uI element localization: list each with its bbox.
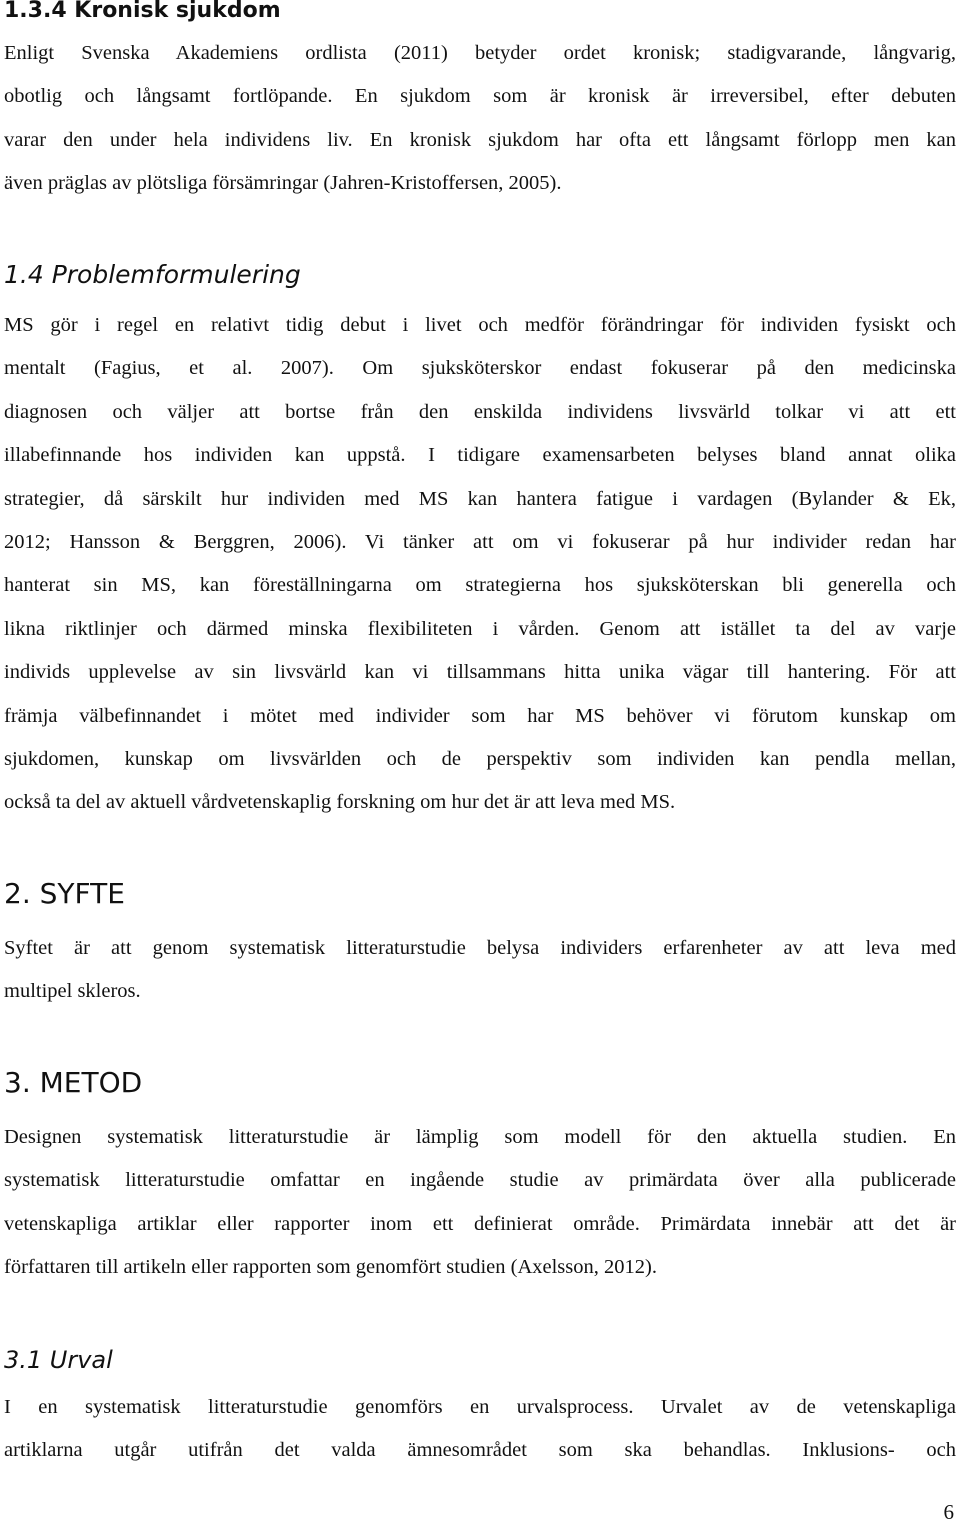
text-line: artiklarna utgår utifrån det valda ämnesområdet som ska behandlas. Inklusions- och [4, 1439, 956, 1462]
heading-problemformulering: 1.4 Problemformulering [4, 260, 301, 289]
text-line: obotlig och långsamt fortlöpande. En sjukdom som är kronisk är irreversibel, efter debuten [4, 85, 956, 108]
heading-urval: 3.1 Urval [4, 1346, 113, 1374]
text-line: Syftet är att genom systematisk litteraturstudie belysa individers erfarenheter av att leva med [4, 937, 956, 959]
text-line: Enligt Svenska Akademiens ordlista (2011) betyder ordet kronisk; stadigvarande, långvarig, [4, 42, 956, 64]
text-line: systematisk litteraturstudie omfattar en ingående studie av primärdata över alla publicerade [4, 1169, 956, 1192]
text-line: även präglas av plötsliga försämringar (Jahren-Kristoffersen, 2005). [4, 172, 562, 195]
paragraph-problemformulering [4, 304, 956, 825]
text-line: varar den under hela individens liv. En kronisk sjukdom har ofta ett långsamt förlopp men kan [4, 128, 956, 151]
text-line: författaren till artikeln eller rapporten som genomfört studien (Axelsson, 2012). [4, 1256, 657, 1279]
paragraph-kronisk-sjukdom [4, 32, 956, 206]
text-line: sjukdomen, kunskap om livsvärlden och de perspektiv som individen kan pendla mellan, [4, 747, 956, 770]
text-line: illabefinnande hos individen kan uppstå. I tidigare examensarbeten belyses bland annat olika [4, 444, 956, 467]
paragraph-urval [4, 1386, 956, 1473]
heading-kronisk-sjukdom: 1.3.4 Kronisk sjukdom [4, 0, 281, 23]
text-line: också ta del av aktuell vårdvetenskaplig forskning om hur det är att leva med MS. [4, 791, 676, 814]
text-line: MS gör i regel en relativt tidig debut i livet och medför förändringar för individen fysiskt och [4, 314, 956, 336]
text-line: vetenskapliga artiklar eller rapporter inom ett definierat område. Primärdata innebär att det är [4, 1212, 956, 1235]
text-line: likna riktlinjer och därmed minska flexibiliteten i vården. Genom att istället ta del av varje [4, 617, 956, 640]
text-line: multipel skleros. [4, 980, 141, 1003]
text-line: främja välbefinnandet i mötet med individer som har MS behöver vi förutom kunskap om [4, 704, 956, 727]
heading-syfte: 2. SYFTE [4, 877, 125, 910]
text-line: hanterat sin MS, kan föreställningarna om strategierna hos sjuksköterskan bli generella och [4, 574, 956, 597]
text-line: diagnosen och väljer att bortse från den enskilda individens livsvärld tolkar vi att ett [4, 400, 956, 423]
text-line: strategier, då särskilt hur individen med MS kan hantera fatigue i vardagen (Bylander & Ek, [4, 487, 956, 510]
heading-metod: 3. METOD [4, 1066, 143, 1099]
text-line: Designen systematisk litteraturstudie är lämplig som modell för den aktuella studien. En [4, 1126, 956, 1148]
text-line: I en systematisk litteraturstudie genomförs en urvalsprocess. Urvalet av de vetenskapliga [4, 1396, 956, 1418]
text-line: 2012; Hansson & Berggren, 2006). Vi tänker att om vi fokuserar på hur individer redan har [4, 530, 956, 553]
text-line: individs upplevelse av sin livsvärld kan vi tillsammans hitta unika vägar till hantering. För att [4, 661, 956, 684]
text-line: mentalt (Fagius, et al. 2007). Om sjuksköterskor endast fokuserar på den medicinska [4, 357, 956, 380]
page-number: 6 [943, 1500, 954, 1524]
paragraph-metod [4, 1116, 956, 1290]
paragraph-syfte [4, 927, 956, 1014]
